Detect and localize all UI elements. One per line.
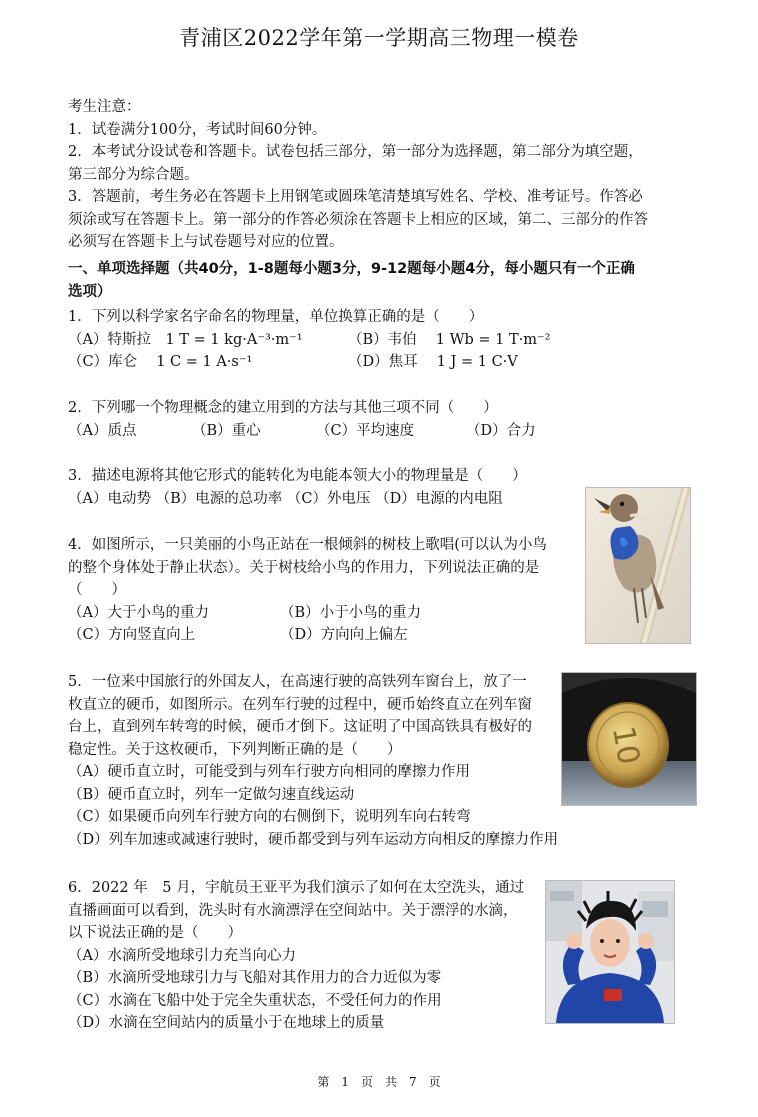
option-a: （A）电动势 — [68, 490, 151, 507]
question-stem: 直播画面可以看到，洗头时有水滴漂浮在空间站中。关于漂浮的水滴， — [68, 902, 518, 919]
option-b: （B）重心 — [192, 422, 261, 439]
option-a: （A）质点 — [68, 422, 137, 439]
page-title: 青浦区2022学年第一学期高三物理一模卷 — [179, 26, 579, 50]
question-stem: 2．下列哪一个物理概念的建立用到的方法与其他三项不同（ ） — [68, 400, 498, 416]
question-stem: （ ） — [68, 582, 126, 598]
question-2 — [68, 397, 536, 442]
option-a: （A）水滴所受地球引力充当向心力 — [68, 947, 296, 964]
option-b: （B）电源的总功率 — [155, 490, 283, 507]
coin-figure — [561, 672, 697, 806]
question-stem: 枚直立的硬币，如图所示。在列车行驶的过程中，硬币始终直立在列车窗 — [68, 696, 532, 713]
astronaut-figure — [545, 880, 675, 1024]
bird-figure — [585, 487, 691, 644]
notice-item: 3．答题前，考生务必在答题卡上用钢笔或圆珠笔清楚填写姓名、学校、准考证号。作答必 — [68, 189, 643, 205]
notice-item: 2．本考试分设试卷和答题卡。试卷包括三部分，第一部分为选择题，第二部分为填空题， — [68, 144, 643, 160]
option-d: （D）焦耳 1 J = 1 C·V — [348, 354, 518, 370]
page-footer: 第 1 页 共 7 页 — [317, 1075, 441, 1089]
section-heading-line: 选项） — [68, 283, 112, 300]
question-4 — [68, 534, 547, 647]
notice-item: 必须写在答题卡上与试卷题号对应的位置。 — [68, 234, 344, 250]
option-b: （B）硬币直立时，列车一定做匀速直线运动 — [68, 786, 355, 803]
option-d: （D）水滴在空间站内的质量小于在地球上的质量 — [68, 1015, 385, 1031]
question-stem: 1．下列以科学家名字命名的物理量，单位换算正确的是（ ） — [68, 309, 484, 325]
option-c: （C）方向竖直向上 — [68, 627, 196, 643]
option-c: （C）水滴在飞船中处于完全失重状态，不受任何力的作用 — [68, 992, 442, 1009]
notice-item: 1．试卷满分100分，考试时间60分钟。 — [68, 121, 327, 138]
option-d: （D）方向向上偏左 — [280, 627, 408, 643]
question-stem: 稳定性。关于这枚硬币，下列判断正确的是（ ） — [68, 741, 402, 758]
option-c: （C）如果硬币向列车行驶方向的右侧倒下，说明列车向右转弯 — [68, 809, 471, 825]
option-b: （B）水滴所受地球引力与飞船对其作用力的合力近似为零 — [68, 970, 442, 986]
section-heading-line: 一、单项选择题（共40分，1-8题每小题3分，9-12题每小题4分，每小题只有一个正确 — [68, 261, 635, 277]
option-c: （C）库仑 1 C = 1 A·s⁻¹ — [68, 354, 253, 370]
question-stem: 4．如图所示，一只美丽的小鸟正站在一根倾斜的树枝上歌唱(可以认为小鸟 — [68, 537, 547, 553]
question-6 — [68, 877, 524, 1035]
question-stem: 的整个身体处于静止状态）。关于树枝给小鸟的作用力，下列说法正确的是 — [68, 559, 540, 576]
option-d: （D）列车加速或减速行驶时，硬币都受到与列车运动方向相反的摩擦力作用 — [68, 831, 559, 848]
option-c: （C）外电压 — [286, 490, 371, 507]
option-d: （D）电源的内电阻 — [375, 490, 503, 507]
option-a: （A）特斯拉 1 T = 1 kg·A⁻³·m⁻¹ — [68, 331, 303, 348]
question-stem: 台上，直到列车转弯的时候，硬币才倒下。这证明了中国高铁具有极好的 — [68, 719, 532, 735]
notice-heading: 考生注意： — [68, 99, 141, 115]
question-1 — [68, 306, 550, 374]
question-5 — [68, 671, 558, 851]
option-d: （D）合力 — [466, 422, 536, 439]
option-b: （B）韦伯 1 Wb = 1 T·m⁻² — [348, 331, 551, 348]
option-c: （C）平均速度 — [316, 422, 415, 439]
option-b: （B）小于小鸟的重力 — [280, 604, 422, 621]
exam-notice — [68, 96, 648, 254]
notice-item: 第三部分为综合题。 — [68, 166, 199, 183]
question-3 — [68, 465, 527, 510]
option-a: （A）硬币直立时，可能受到与列车行驶方向相同的摩擦力作用 — [68, 764, 470, 780]
coin-denomination: 10 — [604, 723, 647, 768]
option-a: （A）大于小鸟的重力 — [68, 604, 209, 621]
question-stem: 以下说法正确的是（ ） — [68, 925, 242, 941]
question-stem: 5．一位来中国旅行的外国友人，在高速行驶的高铁列车窗台上，放了一 — [68, 674, 527, 690]
question-stem: 3．描述电源将其他它形式的能转化为电能本领大小的物理量是（ ） — [68, 468, 527, 484]
section-heading — [68, 258, 635, 303]
question-stem: 6．2022 年 5 月，宇航员王亚平为我们演示了如何在太空洗头，通过 — [68, 880, 525, 896]
notice-item: 须涂或写在答题卡上。第一部分的作答必须涂在答题卡上相应的区域，第二、三部分的作答 — [68, 211, 648, 228]
